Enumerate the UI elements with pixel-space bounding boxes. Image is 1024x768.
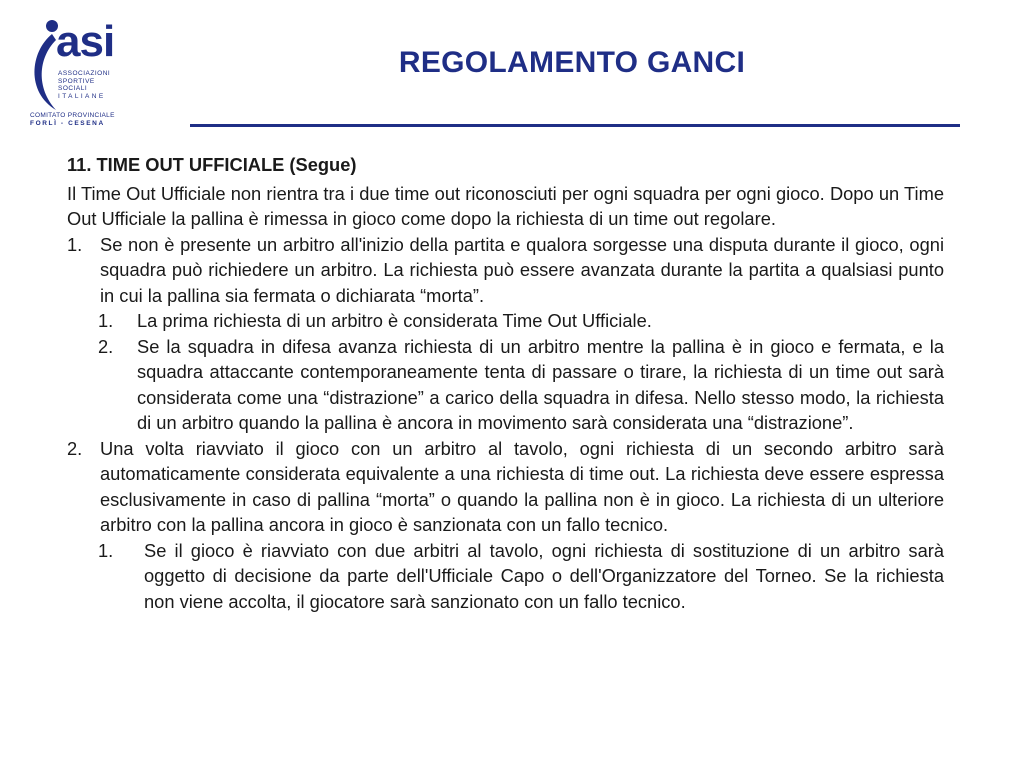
logo-comitato-city: FORLÌ - CESENA bbox=[30, 120, 105, 127]
logo-brand-text: asi bbox=[56, 17, 115, 66]
logo-comitato bbox=[30, 112, 122, 128]
list-item bbox=[67, 232, 944, 309]
sub-list-item-text: La prima richiesta di un arbitro è considerata Time Out Ufficiale. bbox=[137, 310, 652, 331]
list-item bbox=[67, 436, 944, 538]
section-heading: 11. TIME OUT UFFICIALE (Segue) bbox=[67, 154, 357, 175]
sub-list-item bbox=[67, 538, 944, 615]
list-item-text: Se non è presente un arbitro all'inizio della partita e qualora sorgesse una disputa durante il gioco, ogni squadra può richiedere un arbitro. La richiesta può essere avanzata durante la partita a qualsiasi punto in cui la pallina sia fermata o dichiarata “morta”. bbox=[100, 233, 944, 306]
sub-list-item-text: Se la squadra in difesa avanza richiesta di un arbitro mentre la pallina è in gioco e fermata, e la squadra attaccante contemporaneamente tenta di passare o tirare, la richiesta di un time out sarà considerata come una “distrazione” a carico della squadra in difesa. Nello stesso modo, la richiesta di un arbitro quando la pallina è ancora in movimento sarà considerata una “distrazione”. bbox=[137, 335, 944, 433]
list-item-number: 1. bbox=[67, 233, 83, 255]
section-intro: Il Time Out Ufficiale non rientra tra i due time out riconosciuti per ogni squadra per ogni gioco. Dopo un Time Out Ufficiale la pallina è rimessa in gioco come dopo la richiesta di un time out regolare. bbox=[67, 182, 944, 229]
title-divider bbox=[190, 124, 960, 127]
sub-list-item bbox=[67, 334, 944, 436]
document-body bbox=[67, 152, 944, 614]
logo-comitato-label: COMITATO PROVINCIALE bbox=[30, 112, 115, 119]
logo-sub-line: SPORTIVE SOCIALI bbox=[58, 77, 95, 92]
sub-list-item bbox=[67, 308, 944, 334]
page-title: REGOLAMENTO GANCI bbox=[398, 46, 746, 79]
logo-subtitle bbox=[58, 70, 124, 100]
sub-list-item-text: Se il gioco è riavviato con due arbitri al tavolo, ogni richiesta di sostituzione di un arbitro sarà oggetto di decisione da parte dell'Ufficiale Capo o dell'Organizzatore del Torneo. Se la richiesta non viene accolta, il giocatore sarà sanzionato con un fallo tecnico. bbox=[144, 539, 944, 612]
sub-list-item-number: 2. bbox=[98, 335, 114, 357]
logo-sub-line: ASSOCIAZIONI bbox=[58, 70, 111, 77]
sub-list-item-number: 1. bbox=[98, 310, 114, 331]
logo-sub-line: ITALIANE bbox=[58, 92, 106, 100]
list-item-text: Una volta riavviato il gioco con un arbitro al tavolo, ogni richiesta di un secondo arbitro sarà automaticamente considerata equivalente a una richiesta di time out. La richiesta deve essere espressa esclusivamente in caso di pallina “morta” o quando la pallina non è in gioco. La richiesta di un ulteriore arbitro con la pallina ancora in gioco è sanzionata con un fallo tecnico. bbox=[100, 437, 944, 535]
sub-list-item-number: 1. bbox=[98, 539, 114, 561]
list-item-number: 2. bbox=[67, 437, 83, 459]
asi-logo bbox=[22, 12, 122, 134]
